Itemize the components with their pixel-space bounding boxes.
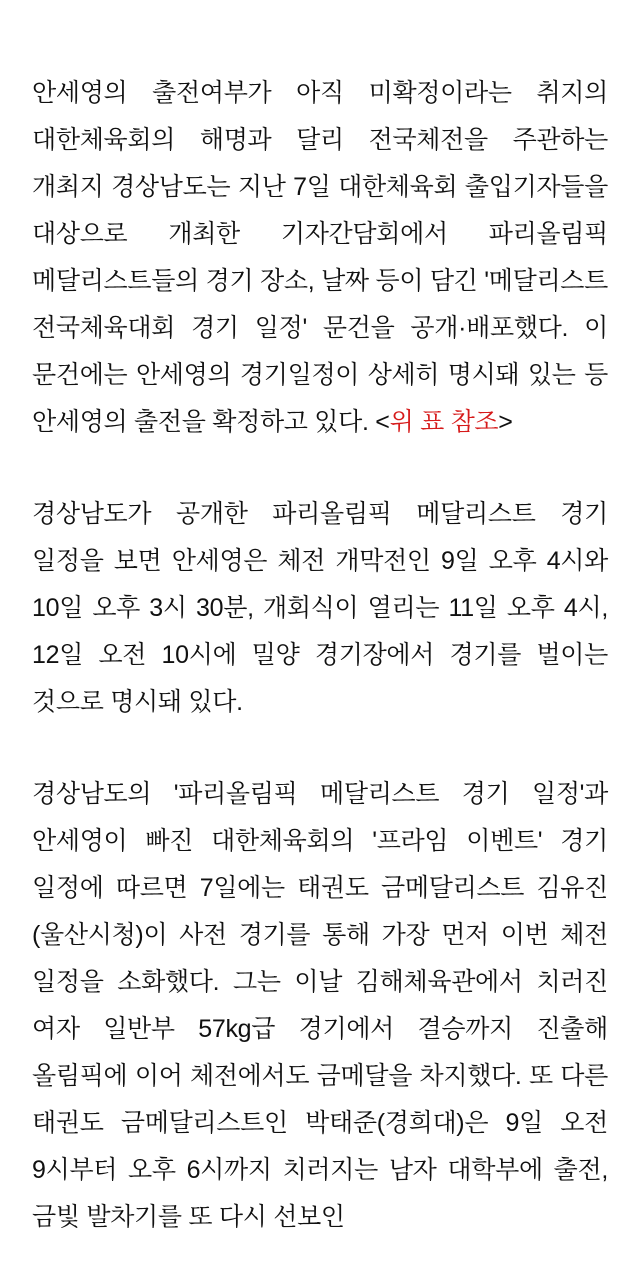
angle-open-bracket: <	[375, 408, 390, 436]
paragraph-3: 경상남도의 '파리올림픽 메달리스트 경기 일정'과 안세영이 빠진 대한체육회의 '프라임 이벤트' 경기 일정에 따르면 7일에는 태권도 금메달리스트 김유진(울산시청)이 사전 경기를 통해 가장 먼저 이번 체전 일정을 소화했다. 그는 이날 김해체육관에서 치러진 여자 일반부 57kg급 경기에서 결승까지 진출해 올림픽에 이어 체전에서도 금메달을 차지했다. 또 다른 태권도 금메달리스트인 박태준(경희대)은 9일 오전 9시부터 오후 6시까지 치러지는 남자 대학부에 출전, 금빛 발차기를 또 다시 선보인	[32, 780, 608, 1231]
table-reference-highlight: 위 표 참조	[389, 408, 499, 436]
paragraph-1	[32, 70, 608, 446]
paragraph-1-text: 안세영의 출전여부가 아직 미확정이라는 취지의 대한체육회의 해명과 달리 전국체전을 주관하는 개최지 경상남도는 지난 7일 대한체육회 출입기자들을 대상으로 개최한 기자간담회에서 파리올림픽 메달리스트들의 경기 장소, 날짜 등이 담긴 '메달리스트 전국체육대회 경기 일정' 문건을 공개·배포했다. 이 문건에는 안세영의 경기일정이 상세히 명시돼 있는 등 안세영의 출전을 확정하고 있다.	[32, 79, 608, 436]
article-body	[32, 70, 608, 1241]
angle-close-bracket: >	[498, 408, 513, 436]
paragraph-2: 경상남도가 공개한 파리올림픽 메달리스트 경기 일정을 보면 안세영은 체전 개막전인 9일 오후 4시와 10일 오후 3시 30분, 개회식이 열리는 11일 오후 4시, 12일 오전 10시에 밀양 경기장에서 경기를 벌이는 것으로 명시돼 있다.	[32, 500, 608, 716]
